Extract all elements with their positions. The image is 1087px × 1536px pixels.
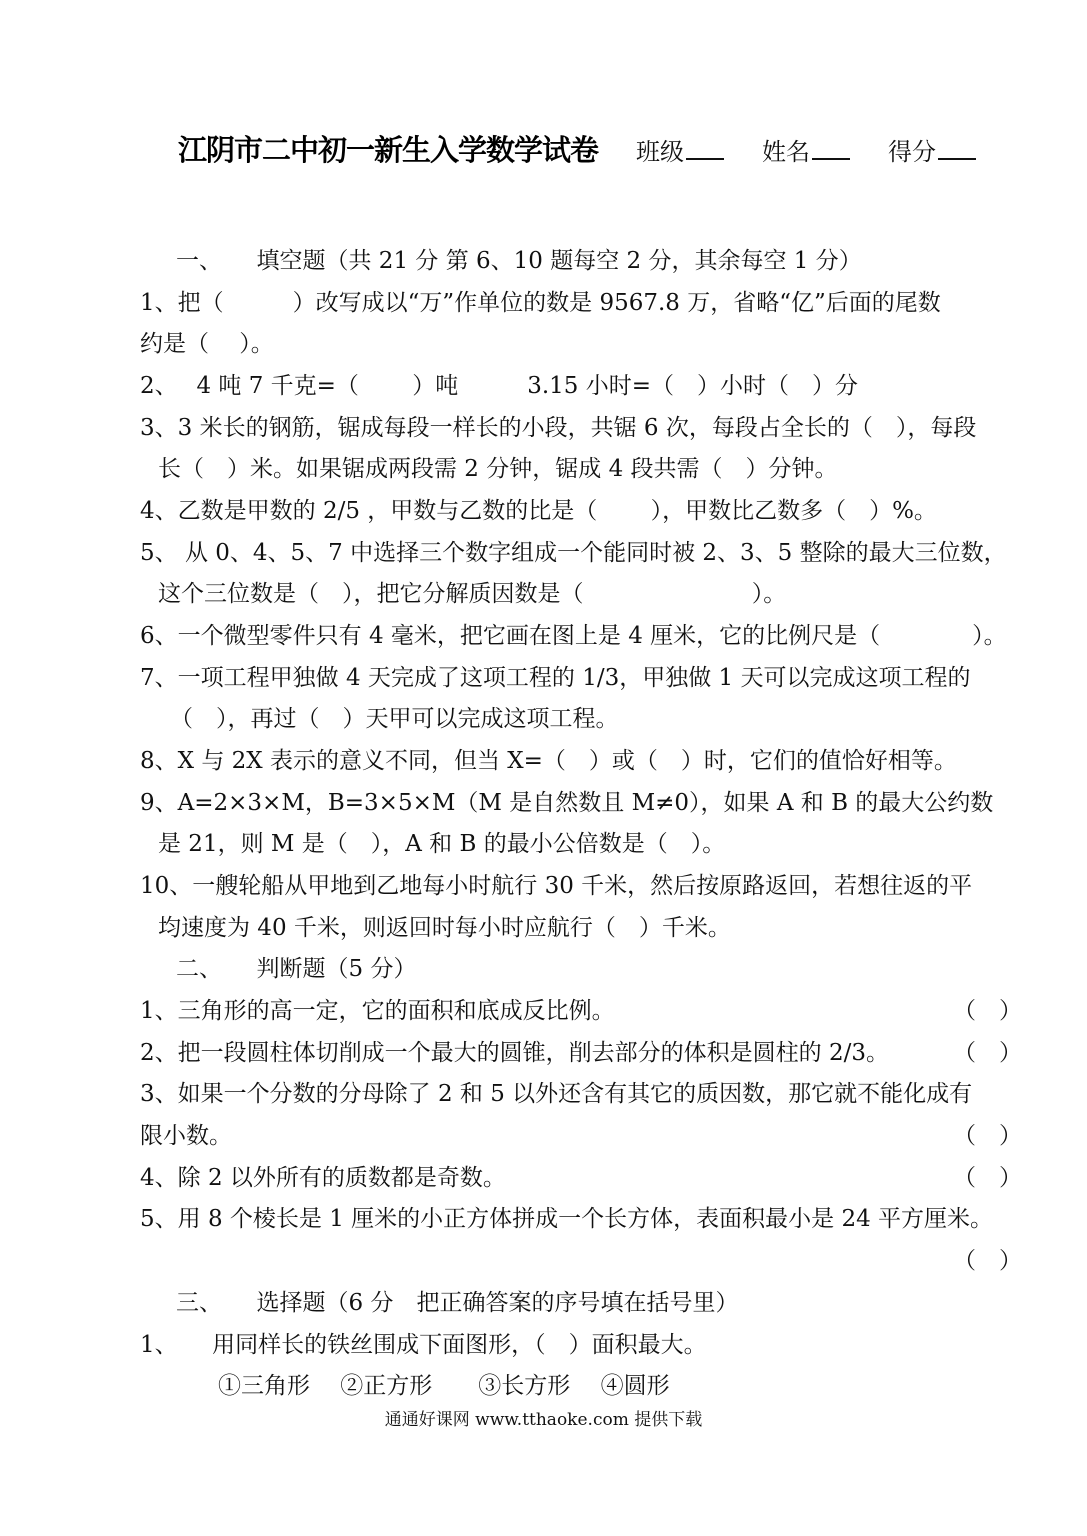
judgement-item-5-answer xyxy=(140,1242,1040,1280)
score-blank[interactable] xyxy=(938,140,976,160)
answer-paren[interactable]: （ ） xyxy=(953,1248,1022,1274)
section-3-heading: 三、 选择题（6 分 把正确答案的序号填在括号里） xyxy=(176,1290,739,1316)
page-title: 江阴市二中初一新生入学数学试卷 xyxy=(178,133,599,167)
question-text: 1、三角形的高一定，它的面积和底成反比例。 xyxy=(140,998,615,1024)
footer-credit: 通通好课网 www.tthaoke.com 提供下载 xyxy=(384,1410,703,1430)
section-2-heading: 二、 判断题（5 分） xyxy=(176,956,417,982)
question-text: 1、把（ ）改写成以“万”作单位的数是 9567.8 万，省略“亿”后面的尾数 xyxy=(140,290,941,316)
question-text: 1、 用同样长的铁丝围成下面图形，（ ）面积最大。 xyxy=(140,1332,707,1358)
question-text: 6、一个微型零件只有 4 毫米，把它画在图上是 4 厘米，它的比例尺是（ ）。 xyxy=(140,623,1007,649)
name-field xyxy=(762,132,850,167)
answer-paren[interactable]: （ ） xyxy=(953,1123,1022,1149)
question-text: 约是（ ）。 xyxy=(140,331,274,357)
question-text: 长（ ）米。如果锯成两段需 2 分钟，锯成 4 段共需（ ）分钟。 xyxy=(158,456,838,482)
answer-paren[interactable]: （ ） xyxy=(953,1165,1022,1191)
question-text: （ ），再过（ ）天甲可以完成这项工程。 xyxy=(170,706,619,732)
class-field xyxy=(636,132,724,167)
question-text: 9、A=2×3×M，B=3×5×M（M 是自然数且 M≠0），如果 A 和 B 的最大公约数 xyxy=(140,790,994,816)
answer-paren[interactable]: （ ） xyxy=(953,998,1022,1024)
header xyxy=(178,128,978,178)
class-blank[interactable] xyxy=(686,140,724,160)
class-label: 班级 xyxy=(636,138,685,166)
question-text: 10、一艘轮船从甲地到乙地每小时航行 30 千米，然后按原路返回，若想往返的平 xyxy=(140,873,973,899)
judgement-item-4 xyxy=(140,1159,1040,1197)
score-field xyxy=(888,132,976,167)
judgement-item-2 xyxy=(140,1034,1040,1072)
question-text: 2、 4 吨 7 千克=（ ）吨 3.15 小时=（ ）小时（ ）分 xyxy=(140,373,859,399)
question-text: 4、乙数是甲数的 2/5 ，甲数与乙数的比是（ ），甲数比乙数多（ ）%。 xyxy=(140,498,937,524)
question-text: 这个三位数是（ ），把它分解质因数是（ ）。 xyxy=(158,581,787,607)
name-label: 姓名 xyxy=(762,138,811,166)
choice-options: ①三角形 ②正方形 ③长方形 ④圆形 xyxy=(218,1373,670,1399)
question-text: 5、 从 0、4、5、7 中选择三个数字组成一个能同时被 2、3、5 整除的最大三位数， xyxy=(140,540,1007,566)
question-text: 是 21，则 M 是（ ），A 和 B 的最小公倍数是（ ）。 xyxy=(158,831,726,857)
question-text: 3、如果一个分数的分母除了 2 和 5 以外还含有其它的质因数，那它就不能化成有 xyxy=(140,1081,973,1107)
question-text: 5、用 8 个棱长是 1 厘米的小正方体拼成一个长方体，表面积最小是 24 平方厘米。 xyxy=(140,1206,994,1232)
question-text: 2、把一段圆柱体切削成一个最大的圆锥，削去部分的体积是圆柱的 2/3。 xyxy=(140,1040,889,1066)
question-text: 8、X 与 2X 表示的意义不同，但当 X=（ ）或（ ）时，它们的值恰好相等。 xyxy=(140,748,957,774)
question-text: 4、除 2 以外所有的质数都是奇数。 xyxy=(140,1165,506,1191)
answer-paren[interactable]: （ ） xyxy=(953,1040,1022,1066)
judgement-item-3 xyxy=(140,1117,1040,1155)
question-text: 均速度为 40 千米，则返回时每小时应航行（ ）千米。 xyxy=(158,915,731,941)
question-text: 7、一项工程甲独做 4 天完成了这项工程的 1/3，甲独做 1 天可以完成这项工程的 xyxy=(140,665,971,691)
judgement-item-1 xyxy=(140,992,1040,1030)
name-blank[interactable] xyxy=(812,140,850,160)
section-1-heading: 一、 填空题（共 21 分 第 6、10 题每空 2 分，其余每空 1 分） xyxy=(176,248,862,274)
score-label: 得分 xyxy=(888,138,937,166)
question-text: 3、3 米长的钢筋，锯成每段一样长的小段，共锯 6 次，每段占全长的（ ），每段 xyxy=(140,415,977,441)
question-text: 限小数。 xyxy=(140,1123,232,1149)
